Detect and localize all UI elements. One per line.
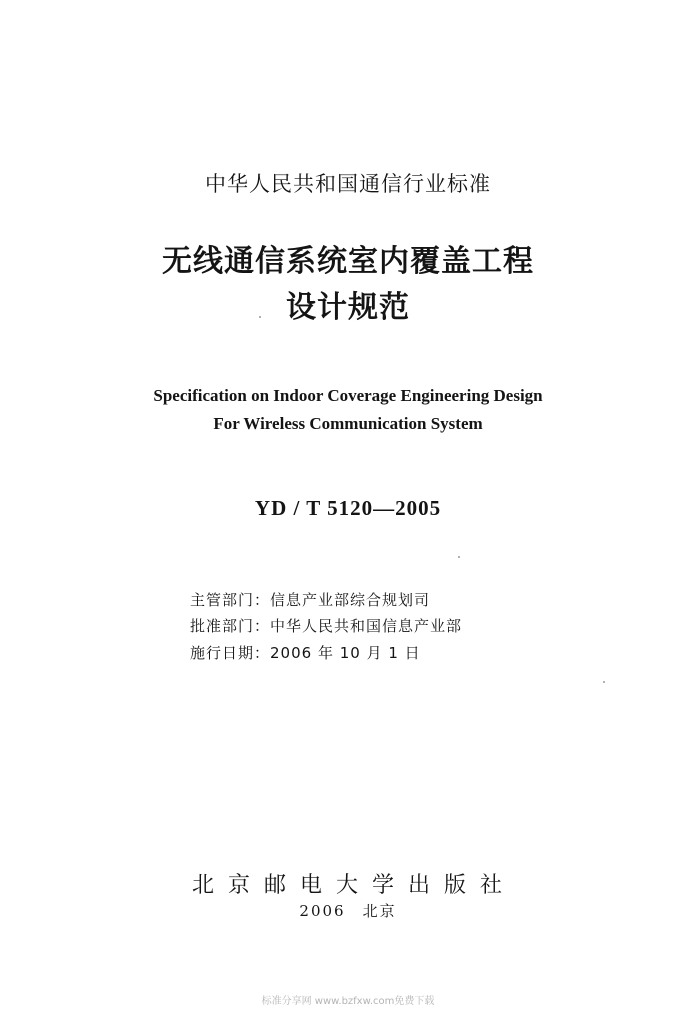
- publication-year-place: 2006 北京: [299, 902, 397, 920]
- standard-code: YD / T 5120—2005: [254, 496, 442, 520]
- title-zh-line1: 无线通信系统室内覆盖工程: [162, 244, 534, 279]
- publisher-name: 北京邮电大学出版社: [191, 873, 516, 898]
- scan-speck: [458, 556, 460, 558]
- title-en-line2: For Wireless Communication System: [213, 414, 483, 433]
- watermark-footer: 标准分享网 www.bzfxw.com免费下载: [261, 996, 435, 1007]
- title-en-line1: Specification on Indoor Coverage Engineering Design: [153, 386, 543, 405]
- scan-speck: [603, 681, 605, 683]
- meta-approved-by: 批准部门：中华人民共和国信息产业部: [190, 617, 463, 635]
- meta-authority: 主管部门：信息产业部综合规划司: [190, 591, 431, 609]
- title-zh-line2: 设计规范: [286, 290, 410, 325]
- standard-series-heading: 中华人民共和国通信行业标准: [205, 172, 491, 196]
- scan-speck: [259, 316, 261, 318]
- meta-effective-date: 施行日期：2006 年 10 月 1 日: [190, 644, 421, 662]
